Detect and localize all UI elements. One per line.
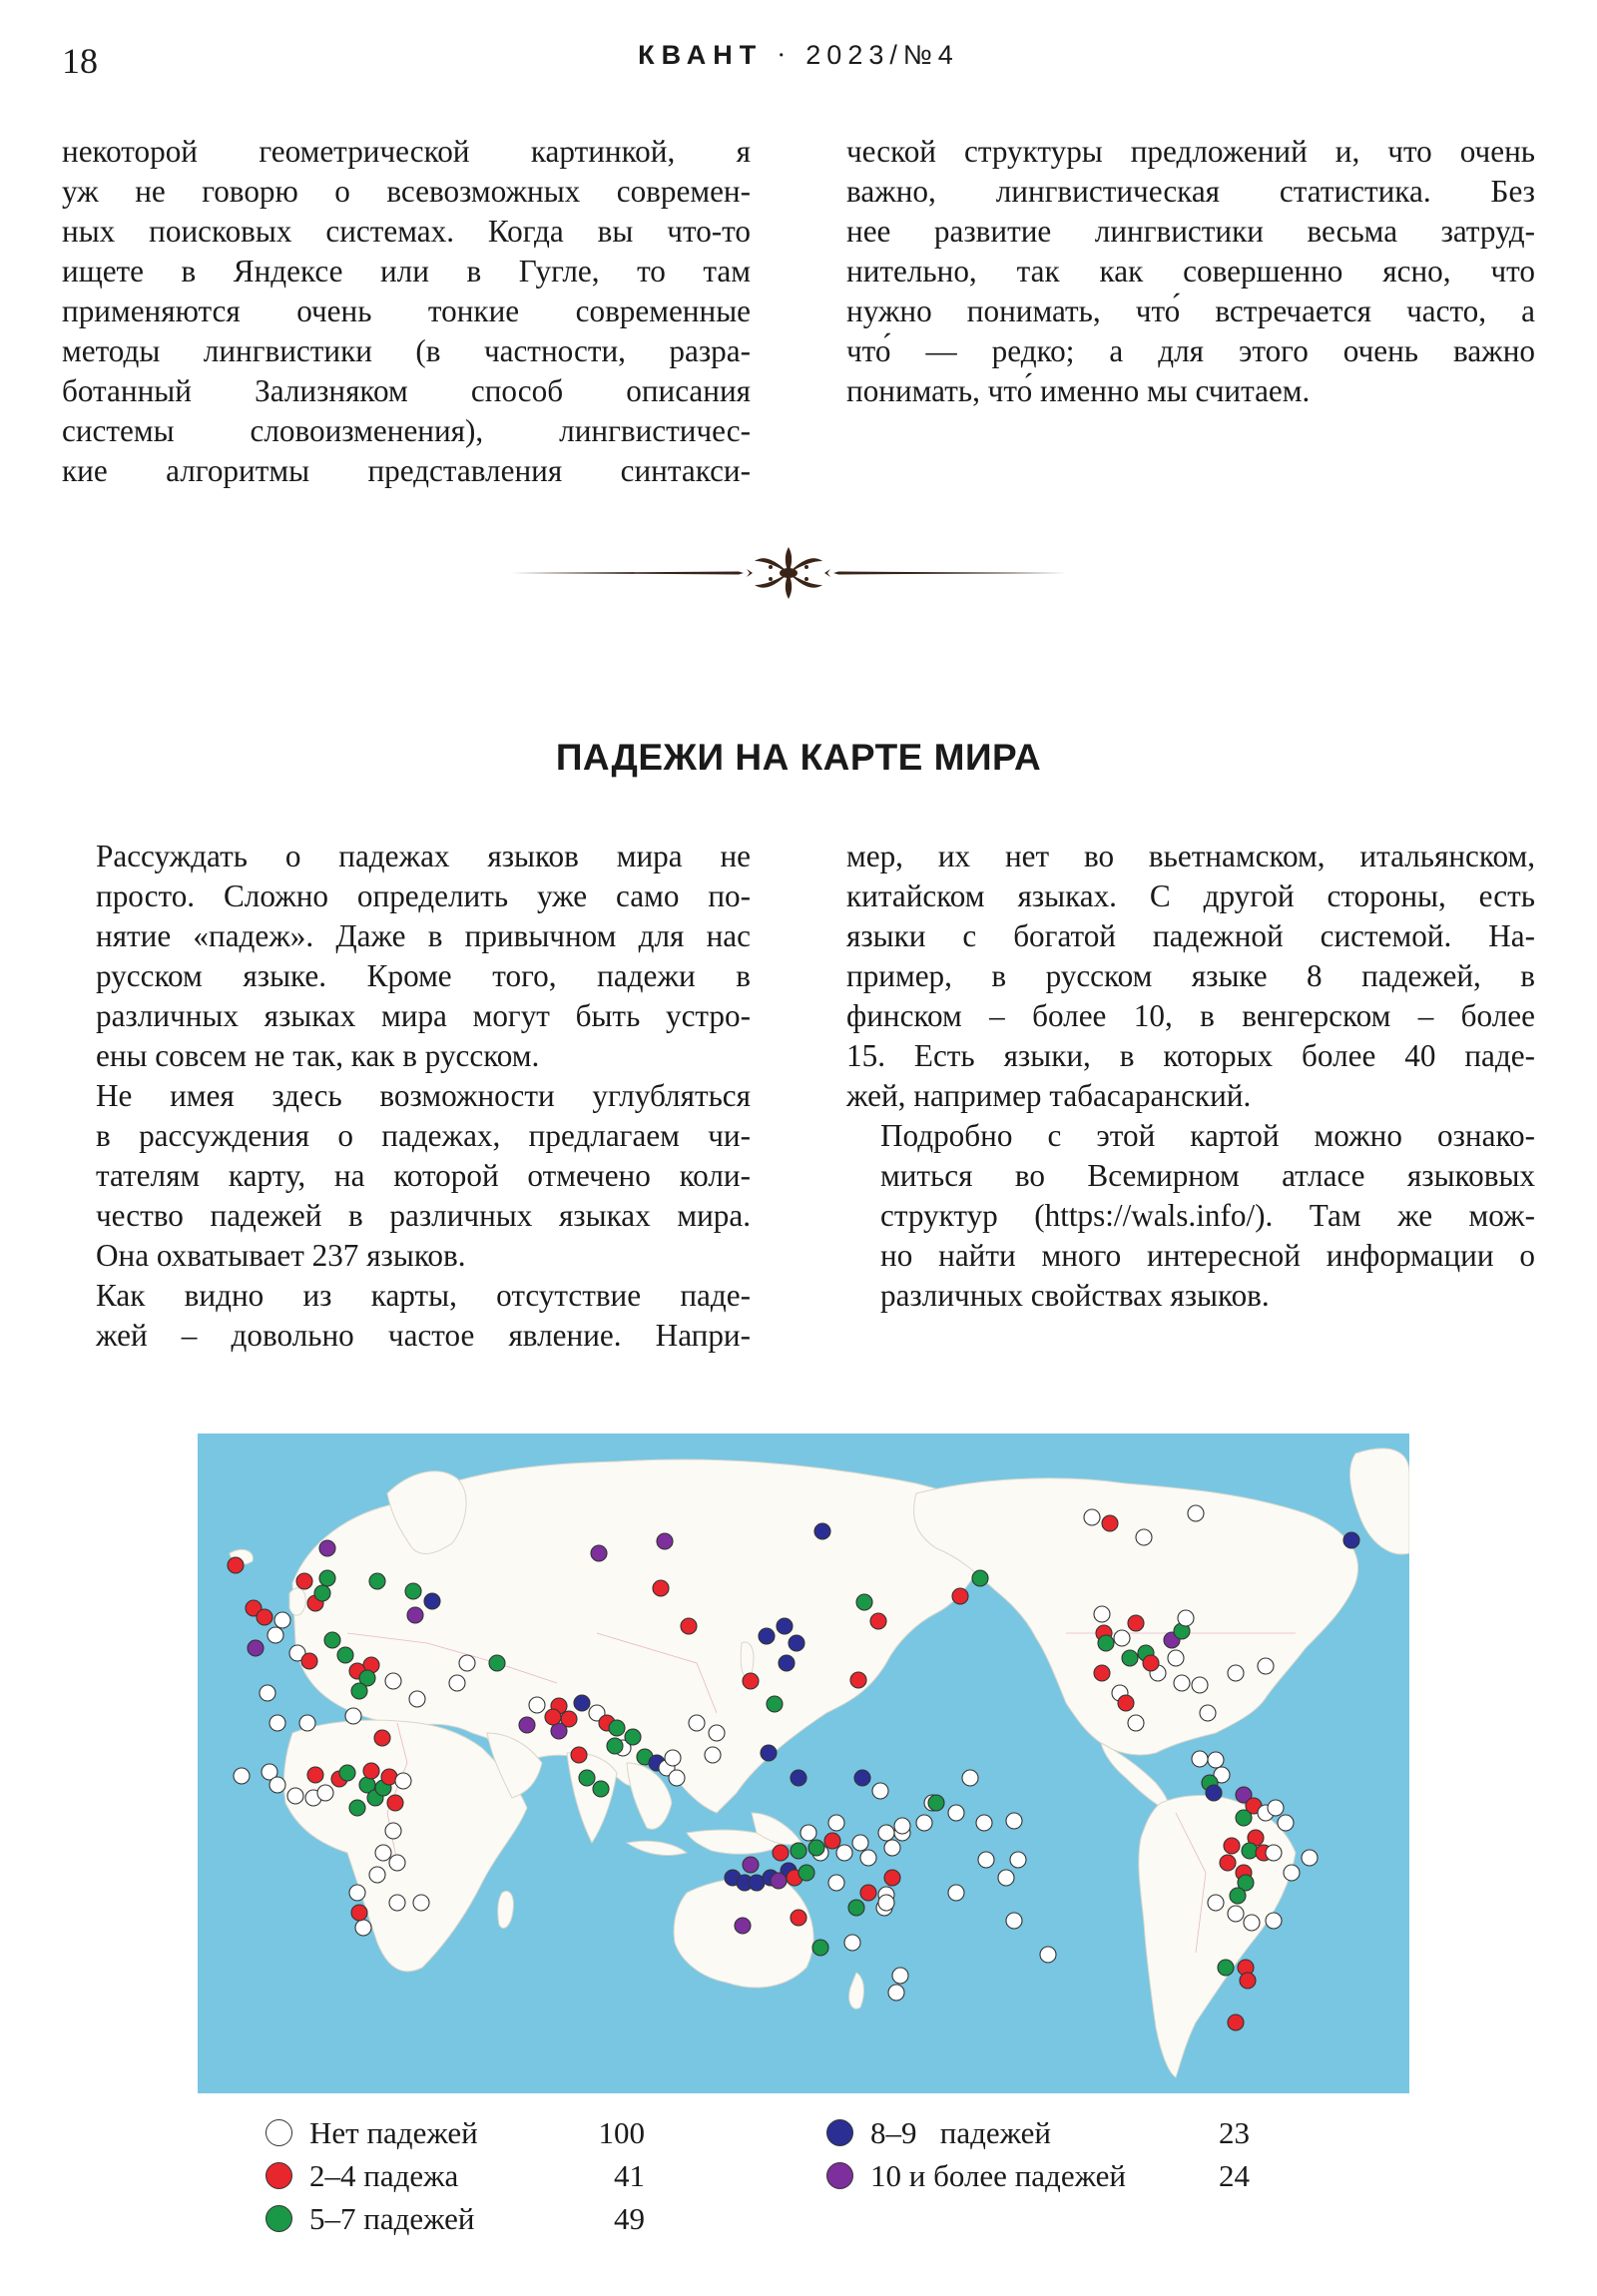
intro-right-column [846,132,1535,411]
language-marker [878,1825,894,1841]
language-marker [1094,1665,1110,1681]
language-marker [299,1715,315,1731]
journal-name: КВАНТ [638,40,764,70]
text-line: структур (https://wals.info/). Там же мож- [880,1198,1535,1233]
language-marker [743,1857,759,1873]
text-line: Рассуждать о падежах языков мира не [96,839,751,873]
text-line: китайском языках. С другой стороны, есть [846,878,1535,913]
legend-left [266,2111,685,2240]
language-marker [1168,1650,1184,1666]
language-marker [1136,1529,1152,1545]
language-marker [267,1627,283,1643]
language-marker [773,1845,789,1861]
language-marker [1206,1785,1222,1801]
language-marker [669,1770,685,1786]
language-marker [1220,1855,1236,1871]
language-marker [1192,1677,1208,1693]
language-marker [545,1709,561,1725]
language-marker [269,1715,285,1731]
language-marker [1010,1852,1026,1868]
language-marker [948,1805,964,1821]
language-marker [625,1729,641,1745]
language-marker [257,1609,272,1625]
legend-dot-none [266,2119,292,2146]
article-left-column [62,837,751,1356]
language-marker [1114,1630,1130,1646]
language-marker [978,1852,994,1868]
language-marker [248,1640,264,1656]
text-line: различных свойствах языков. [880,1278,1270,1313]
legend-dot-five-seven [266,2205,292,2232]
language-marker [689,1715,705,1731]
language-marker [228,1557,244,1573]
language-marker [1178,1610,1194,1626]
text-line: ищете в Яндексе или в Гугле, то там [62,254,751,288]
language-marker [449,1675,465,1691]
language-marker [351,1683,367,1699]
language-marker [375,1845,391,1861]
language-marker [928,1795,944,1811]
language-marker [319,1540,335,1556]
language-marker [812,1940,828,1956]
legend-count: 49 [614,2201,645,2236]
language-marker [489,1655,505,1671]
language-marker [791,1910,806,1926]
language-marker [1278,1815,1294,1831]
language-marker [878,1895,894,1911]
language-marker [828,1875,844,1891]
language-marker [1098,1635,1114,1651]
language-marker [1343,1532,1359,1548]
language-marker [363,1763,379,1779]
paragraph [846,1116,1535,1316]
language-marker [274,1612,290,1628]
language-marker [1228,1665,1244,1681]
language-marker [800,1825,816,1841]
language-marker [355,1920,371,1936]
text-line: Не имея здесь возможности углубляться [96,1078,751,1113]
language-marker [848,1900,864,1916]
language-marker [828,1815,844,1831]
language-marker [836,1845,852,1861]
language-marker [1244,1915,1260,1931]
language-marker [591,1545,607,1561]
language-marker [854,1770,870,1786]
legend-label: 5–7 падежей [309,2201,475,2236]
text-line: что́ — редко; а для этого очень важно [846,333,1535,368]
language-marker [405,1583,421,1599]
text-line: языки с богатой падежной системой. На- [846,918,1535,953]
language-marker [1102,1515,1118,1531]
language-marker [789,1635,804,1651]
text-line: ческой структуры предложений и, что очень [846,134,1535,169]
legend-count: 24 [1219,2158,1250,2193]
language-marker [574,1695,590,1711]
language-marker [1006,1913,1022,1929]
language-marker [1128,1715,1144,1731]
language-marker [844,1935,860,1951]
language-marker [791,1843,806,1859]
language-marker [349,1800,365,1816]
paragraph [62,1076,751,1276]
text-line: 15. Есть языки, в которых более 40 паде- [846,1038,1535,1073]
paragraph [62,837,751,1076]
text-line: в рассуждения о падежах, предлагаем чи- [96,1118,751,1153]
legend-count: 41 [614,2158,645,2193]
text-line: кие алгоритмы представления синтакси- [62,453,751,488]
language-marker [1006,1813,1022,1829]
language-marker [884,1840,900,1856]
language-marker [314,1585,330,1601]
text-line: просто. Сложно определить уже само по- [96,878,751,913]
language-marker [894,1818,910,1834]
language-marker [743,1673,759,1689]
language-marker [459,1655,475,1671]
text-line: методы лингвистики (в частности, разра- [62,333,751,368]
language-marker [657,1533,673,1549]
language-marker [872,1783,888,1799]
legend-item-eight-nine [826,2111,1286,2154]
language-marker [1218,1960,1234,1976]
text-line: жей – довольно частое явление. Напри- [96,1318,751,1353]
language-marker [1228,2014,1244,2030]
language-marker [681,1618,697,1634]
ornament-divider [509,545,1068,601]
language-marker [824,1833,840,1849]
text-line: уж не говорю о всевозможных современ- [62,174,751,209]
map-svg [198,1434,1409,2093]
language-marker [579,1770,595,1786]
language-marker [593,1781,609,1797]
language-marker [759,1628,775,1644]
intro-left-paragraph [62,132,751,491]
language-marker [349,1885,365,1901]
language-marker [389,1895,405,1911]
language-marker [852,1835,868,1851]
text-line: русском языке. Кроме того, падежи в [96,958,751,993]
text-line: финском – более 10, в венгерском – более [846,998,1535,1033]
language-marker [407,1607,423,1623]
text-line: применяются очень тонкие современные [62,293,751,328]
language-marker [1242,1843,1258,1859]
language-marker [389,1855,405,1871]
legend-count: 23 [1219,2115,1250,2150]
legend-item-ten-plus [826,2154,1286,2197]
language-marker [665,1750,681,1766]
language-marker [296,1573,312,1589]
language-marker [1094,1606,1110,1622]
legend-label: 2–4 падежа [309,2158,459,2193]
legend-count: 100 [598,2115,645,2150]
language-marker [916,1815,932,1831]
language-marker [317,1785,333,1801]
language-marker [767,1696,783,1712]
legend-item-two-four [266,2154,685,2197]
language-marker [369,1573,385,1589]
language-marker [962,1770,978,1786]
language-marker [709,1725,725,1741]
intro-left-column [62,132,751,491]
language-marker [735,1918,751,1934]
language-marker [814,1523,830,1539]
text-line: но найти много интересной информации о [880,1238,1535,1273]
language-marker [1240,1973,1256,1989]
text-line: понимать, что́ именно мы считаем. [846,373,1311,408]
language-marker [287,1788,303,1804]
text-line: Как видно из карты, отсутствие паде- [96,1278,751,1313]
language-marker [519,1717,535,1733]
language-marker [884,1870,900,1886]
text-line: ботанный Зализняком способ описания [62,373,751,408]
language-marker [856,1594,872,1610]
language-marker [798,1865,814,1881]
language-marker [771,1873,787,1889]
text-line: нужно понимать, что́ встречается часто, а [846,293,1535,328]
language-marker [339,1765,355,1781]
article-right-column [846,837,1535,1316]
text-line: ены совсем не так, как в русском. [96,1038,540,1073]
language-marker [301,1653,317,1669]
text-line: мер, их нет во вьетнамском, итальянском, [846,839,1535,873]
language-marker [1230,1888,1246,1904]
language-marker [1143,1655,1159,1671]
language-marker [1302,1850,1318,1866]
text-line: жей, например табасаранский. [846,1078,1252,1113]
text-line: нятие «падеж». Даже в привычном для нас [96,918,751,953]
language-marker [387,1795,403,1811]
language-marker [808,1840,824,1856]
language-marker [385,1823,401,1839]
language-marker [791,1770,806,1786]
language-marker [413,1895,429,1911]
language-marker [1200,1705,1216,1721]
language-marker [345,1708,361,1724]
language-marker [385,1673,401,1689]
language-marker [860,1850,876,1866]
language-marker [1128,1615,1144,1631]
language-marker [972,1570,988,1586]
language-marker [609,1720,625,1736]
legend-right [826,2111,1286,2197]
language-marker [948,1885,964,1901]
language-marker [1208,1752,1224,1768]
language-marker [1284,1865,1300,1881]
language-marker [1174,1675,1190,1691]
language-marker [395,1773,411,1789]
language-marker [374,1730,390,1746]
intro-right-paragraph [846,132,1535,411]
language-marker [269,1777,285,1793]
language-marker [351,1905,367,1921]
language-marker [319,1570,335,1586]
legend-dot-two-four [266,2162,292,2189]
language-marker [234,1768,250,1784]
text-line: некоторой геометрической картинкой, я [62,134,751,169]
legend-item-none [266,2111,685,2154]
language-marker [571,1747,587,1763]
language-marker [998,1870,1014,1886]
language-marker [888,1985,904,2001]
legend-dot-ten-plus [826,2162,853,2189]
text-line: различных языках мира могут быть устро- [96,998,751,1033]
language-marker [777,1618,793,1634]
language-marker [779,1655,795,1671]
language-marker [976,1815,992,1831]
text-line: пример, в русском языке 8 падежей, в [846,958,1535,993]
language-marker [1236,1810,1252,1826]
language-marker [1122,1650,1138,1666]
paragraph [62,1276,751,1356]
text-line: чество падежей в различных языках мира. [96,1198,751,1233]
text-line: Подробно с этой картой можно ознако- [880,1118,1535,1153]
language-marker [1266,1845,1282,1861]
language-marker [1192,1751,1208,1767]
text-line: Она охватывает 237 языков. [96,1238,466,1273]
language-marker [1118,1695,1134,1711]
text-line: тателям карту, на которой отмечено коли- [96,1158,751,1193]
issue-number: 2023/№4 [805,40,959,70]
language-marker [369,1867,385,1883]
language-marker [381,1769,397,1785]
language-marker [1268,1800,1284,1816]
language-marker [337,1647,353,1663]
language-marker [1266,1913,1282,1929]
map-land [230,1448,1409,2077]
language-marker [307,1767,323,1783]
language-marker [850,1672,866,1688]
text-line: системы словоизменения), лингвистичес- [62,413,751,448]
page-number: 18 [62,41,98,81]
article-title: ПАДЕЖИ НА КАРТЕ МИРА [555,737,1042,778]
legend-label: 10 и более падежей [870,2158,1126,2193]
legend-label: Нет падежей [309,2115,478,2150]
paragraph [846,837,1535,1116]
language-marker [1084,1509,1100,1525]
text-line: нее развитие лингвистики весьма затруд- [846,214,1535,249]
language-marker [1188,1505,1204,1521]
language-marker [705,1747,721,1763]
language-marker [424,1593,440,1609]
running-head [0,40,1597,71]
language-marker [761,1745,777,1761]
language-marker [260,1685,275,1701]
language-marker [529,1697,545,1713]
world-case-map [198,1434,1409,2093]
legend-dot-eight-nine [826,2119,853,2146]
running-head-separator: · [777,40,793,70]
language-marker [409,1691,425,1707]
legend-item-five-seven [266,2197,685,2240]
legend-label: 8–9 падежей [870,2115,1051,2150]
language-marker [860,1885,876,1901]
language-marker [1208,1895,1224,1911]
language-marker [653,1580,669,1596]
text-line: миться во Всемирном атласе языковых [880,1158,1535,1193]
language-marker [952,1588,968,1604]
language-marker [324,1632,340,1648]
language-marker [892,1968,908,1984]
language-marker [1040,1947,1056,1963]
text-line: нительно, так как совершенно ясно, что [846,254,1535,288]
text-line: ных поисковых системах. Когда вы что-то [62,214,751,249]
language-marker [870,1613,886,1629]
text-line: важно, лингвистическая статистика. Без [846,174,1535,209]
language-marker [1228,1906,1244,1922]
language-marker [1258,1658,1274,1674]
language-marker [1224,1838,1240,1854]
language-marker [607,1738,623,1754]
